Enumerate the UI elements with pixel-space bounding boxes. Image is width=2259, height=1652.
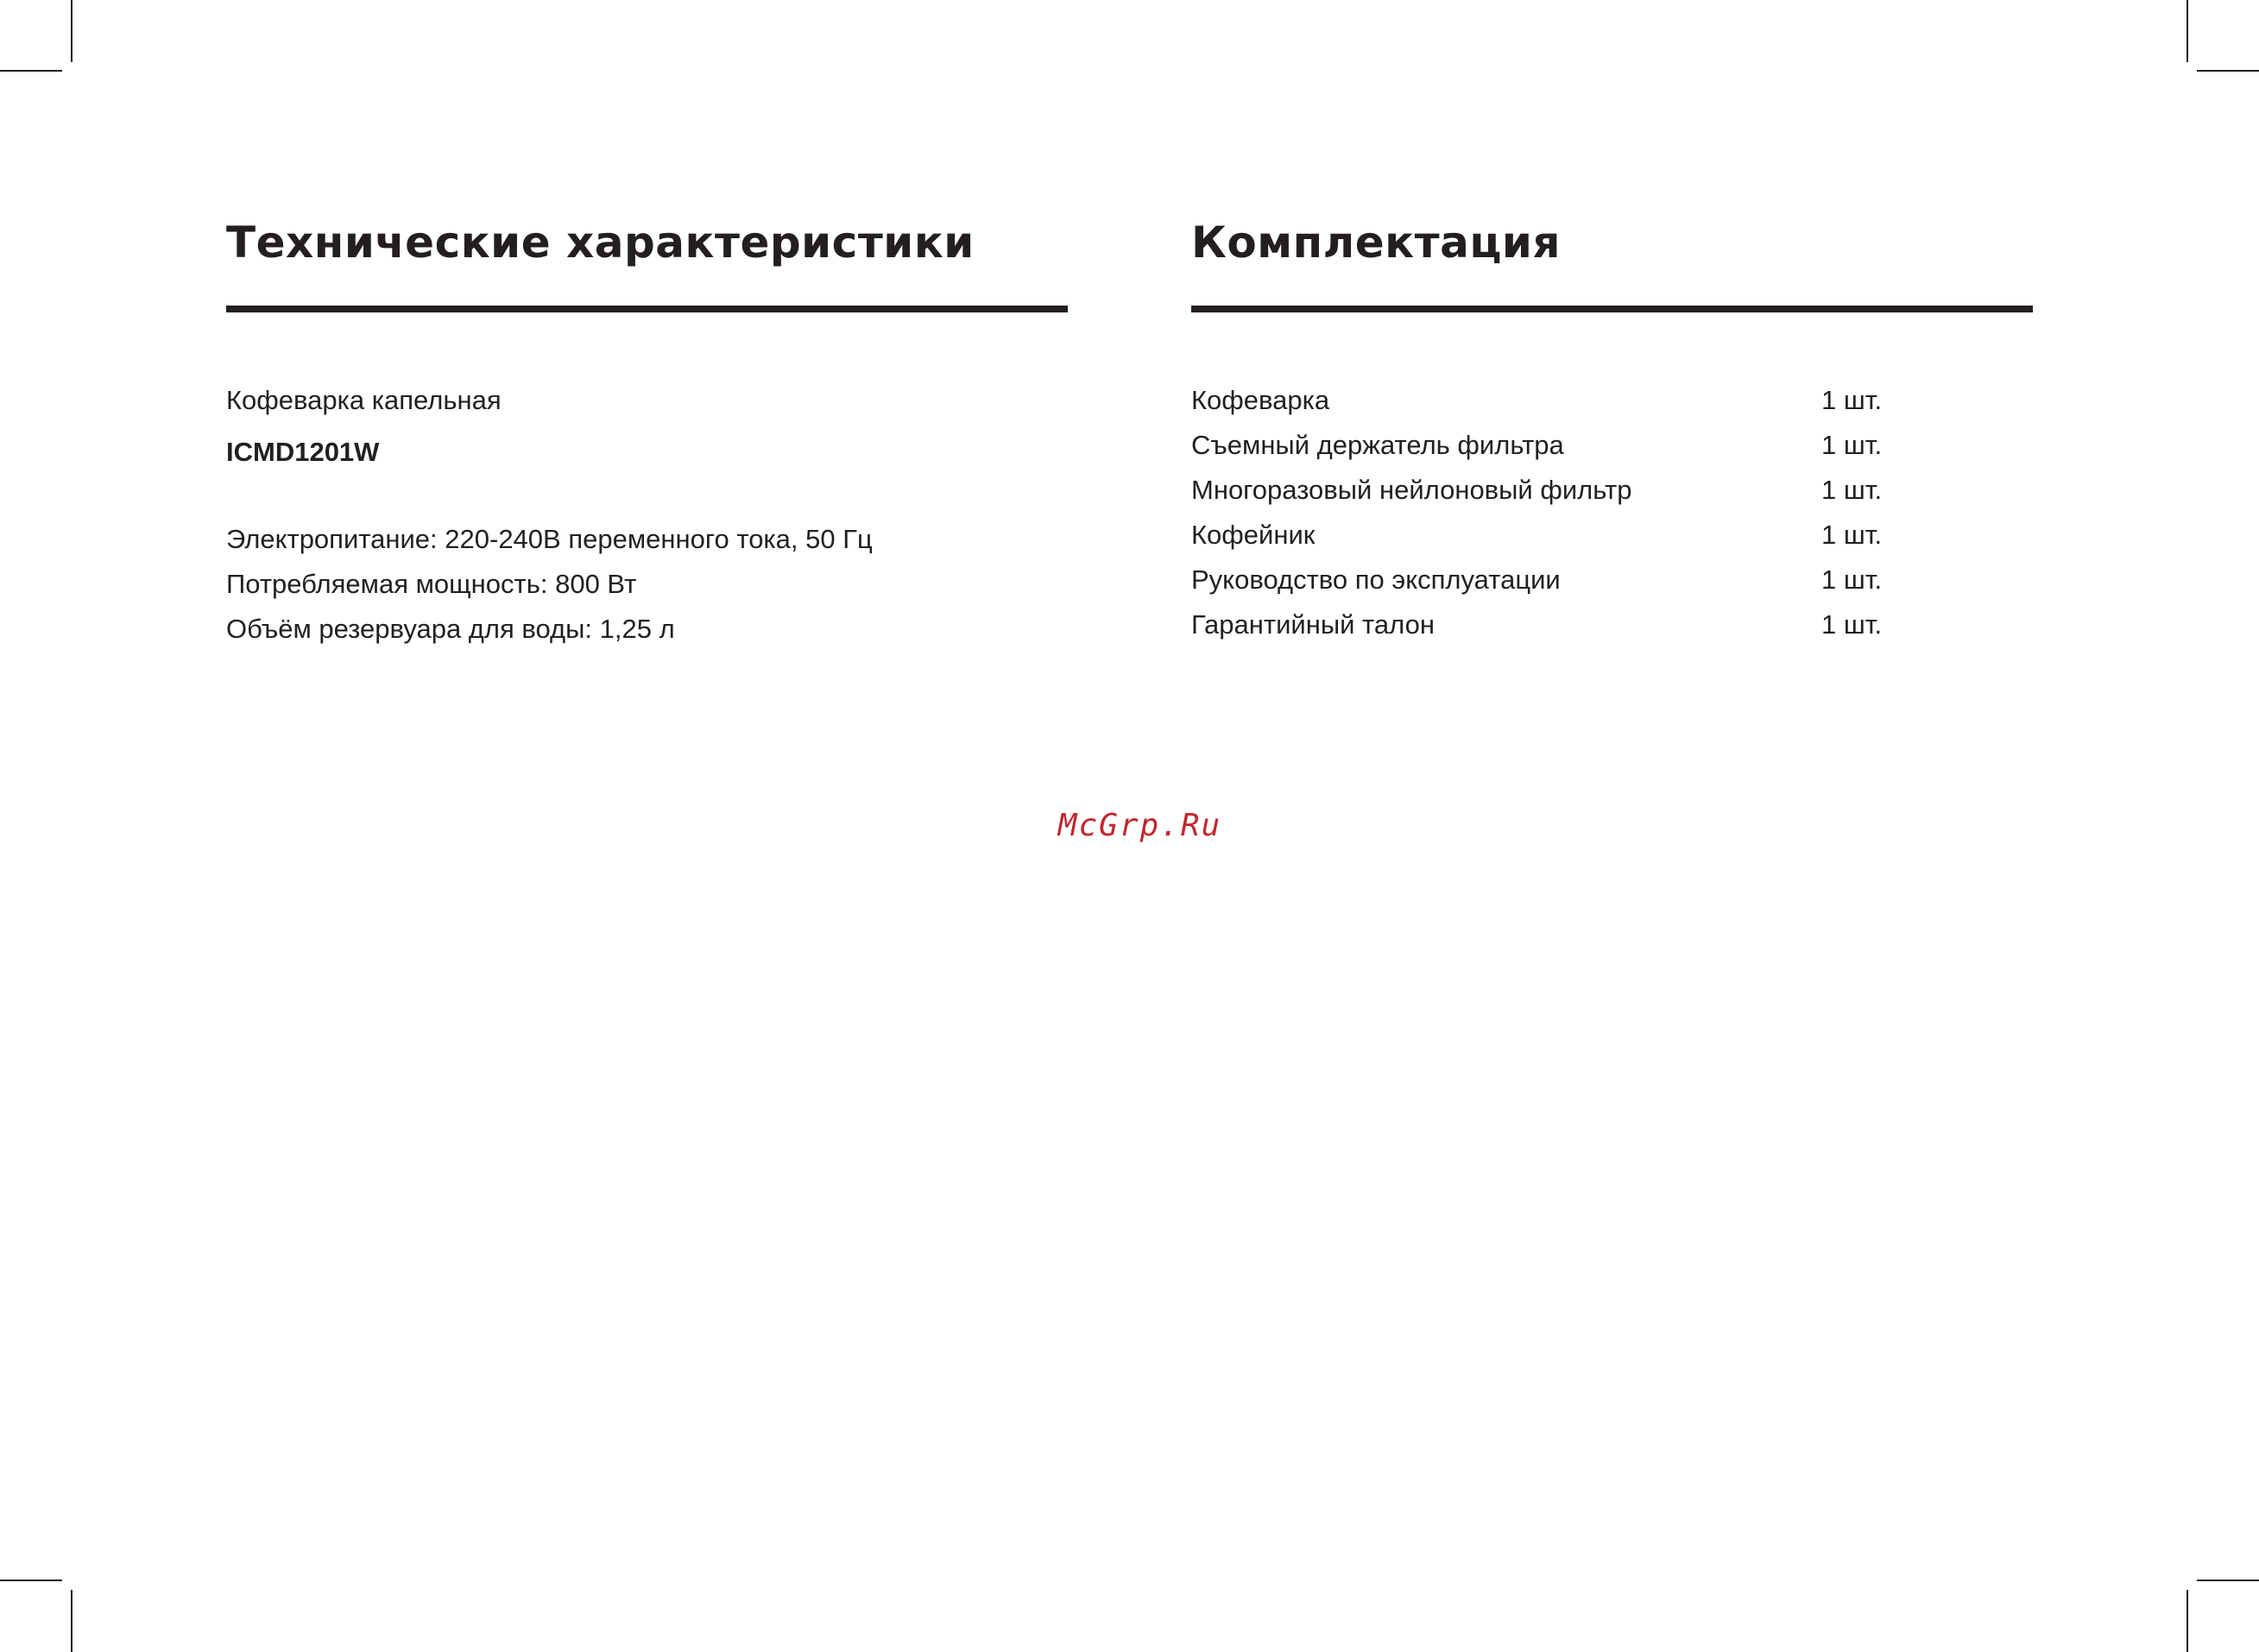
kit-item-name: Руководство по эксплуатации xyxy=(1191,564,1561,595)
kit-item-qty: 1 шт. xyxy=(1821,520,1883,550)
kit-item xyxy=(1191,520,2033,554)
crop-mark xyxy=(2197,1579,2259,1581)
crop-mark xyxy=(0,70,62,72)
kit-item xyxy=(1191,430,2033,464)
kit-title-rule xyxy=(1191,306,2033,312)
kit-title: Комплектация xyxy=(1191,218,1562,268)
spec-line-power-supply: Электропитание: 220-240В переменного тока, 50 Гц xyxy=(226,524,873,554)
kit-item-name: Съемный держатель фильтра xyxy=(1191,430,1564,460)
crop-mark xyxy=(2197,70,2259,72)
spec-line-power-consumption: Потребляемая мощность: 800 Вт xyxy=(226,569,637,599)
crop-mark xyxy=(2186,0,2188,62)
kit-item-name: Кофейник xyxy=(1191,520,1316,550)
kit-item-qty: 1 шт. xyxy=(1821,385,1883,415)
watermark-link[interactable]: McGrp.Ru xyxy=(1057,808,1222,843)
kit-item-name: Гарантийный талон xyxy=(1191,609,1435,640)
spec-line-tank-volume: Объём резервуара для воды: 1,25 л xyxy=(226,614,675,644)
kit-item xyxy=(1191,475,2033,509)
kit-item-name: Многоразовый нейлоновый фильтр xyxy=(1191,475,1632,505)
kit-item xyxy=(1191,609,2033,644)
kit-item-qty: 1 шт. xyxy=(1821,564,1883,595)
kit-item-qty: 1 шт. xyxy=(1821,430,1883,460)
kit-item xyxy=(1191,564,2033,599)
crop-mark xyxy=(71,0,73,62)
kit-item-qty: 1 шт. xyxy=(1821,609,1883,640)
product-type: Кофеварка капельная xyxy=(226,385,502,415)
specs-title: Технические характеристики xyxy=(226,218,975,268)
specs-title-rule xyxy=(226,306,1068,312)
kit-item xyxy=(1191,385,2033,419)
crop-mark xyxy=(71,1590,73,1652)
crop-mark xyxy=(2186,1590,2188,1652)
crop-mark xyxy=(0,1579,62,1581)
kit-item-name: Кофеварка xyxy=(1191,385,1330,415)
kit-item-qty: 1 шт. xyxy=(1821,475,1883,505)
model-number: ICMD1201W xyxy=(226,437,380,467)
